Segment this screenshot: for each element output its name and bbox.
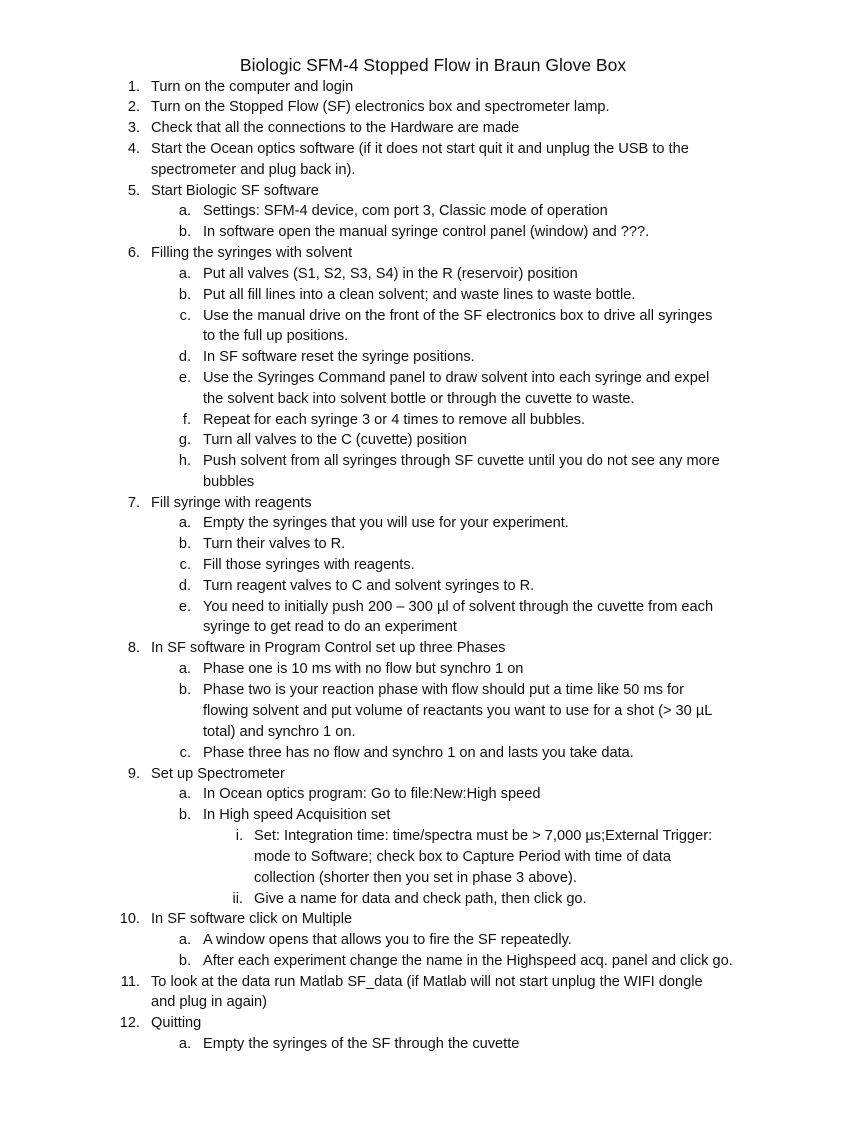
list-marker: e. bbox=[178, 370, 191, 386]
list-text: In SF software in Program Control set up three Phases bbox=[151, 640, 506, 656]
list-marker: e. bbox=[178, 599, 191, 615]
list-text: Start Biologic SF software bbox=[151, 183, 319, 199]
list-marker: c. bbox=[179, 308, 191, 324]
list-text: After each experiment change the name in the Highspeed acq. panel and click go. bbox=[203, 953, 733, 969]
list-marker: a. bbox=[178, 266, 191, 282]
list-text: mode to Software; check box to Capture Period with time of data bbox=[254, 849, 671, 865]
list-text: Turn on the Stopped Flow (SF) electronics box and spectrometer lamp. bbox=[151, 99, 610, 115]
list-marker: i. bbox=[235, 828, 243, 844]
list-marker: 1. bbox=[127, 79, 140, 95]
list-marker: a. bbox=[178, 203, 191, 219]
list-marker: c. bbox=[179, 745, 191, 761]
list-marker: 2. bbox=[127, 99, 140, 115]
list-text: and plug in again) bbox=[151, 994, 268, 1010]
list-text: Empty the syringes of the SF through the cuvette bbox=[203, 1036, 520, 1052]
list-text: To look at the data run Matlab SF_data (if Matlab will not start unplug the WIFI dongle bbox=[151, 974, 703, 990]
list-text: collection (shorter then you set in phase 3 above). bbox=[254, 870, 577, 886]
list-marker: 9. bbox=[127, 766, 140, 782]
list-marker: a. bbox=[178, 515, 191, 531]
list-text: Settings: SFM-4 device, com port 3, Classic mode of operation bbox=[203, 203, 608, 219]
list-text: In SF software click on Multiple bbox=[151, 911, 353, 927]
list-text: Turn their valves to R. bbox=[203, 536, 346, 552]
list-marker: 10. bbox=[119, 911, 140, 927]
list-text: to the full up positions. bbox=[203, 328, 349, 344]
list-text: In software open the manual syringe control panel (window) and ???. bbox=[203, 224, 650, 240]
list-marker: b. bbox=[178, 224, 191, 240]
list-text: Turn on the computer and login bbox=[151, 79, 354, 95]
list-marker: a. bbox=[178, 661, 191, 677]
list-text: In Ocean optics program: Go to file:New:High speed bbox=[203, 786, 541, 802]
list-marker: a. bbox=[178, 786, 191, 802]
list-text: In SF software reset the syringe positions. bbox=[203, 349, 475, 365]
list-marker: b. bbox=[178, 807, 191, 823]
list-marker: 12. bbox=[119, 1015, 140, 1031]
list-text: Check that all the connections to the Hardware are made bbox=[151, 120, 520, 136]
list-marker: ii. bbox=[232, 891, 243, 907]
list-marker: f. bbox=[182, 412, 191, 428]
list-text: Quitting bbox=[151, 1015, 202, 1031]
list-text: Phase three has no flow and synchro 1 on and lasts you take data. bbox=[203, 745, 634, 761]
list-text: Give a name for data and check path, then click go. bbox=[254, 891, 587, 907]
list-marker: 11. bbox=[120, 974, 140, 990]
list-text: Push solvent from all syringes through SF cuvette until you do not see any more bbox=[203, 453, 720, 469]
list-text: Turn reagent valves to C and solvent syringes to R. bbox=[203, 578, 535, 594]
list-text: Filling the syringes with solvent bbox=[151, 245, 353, 261]
list-text: Use the Syringes Command panel to draw solvent into each syringe and expel bbox=[203, 370, 710, 386]
list-text: Turn all valves to the C (cuvette) position bbox=[203, 432, 467, 448]
list-text: In High speed Acquisition set bbox=[203, 807, 391, 823]
list-text: A window opens that allows you to fire the SF repeatedly. bbox=[203, 932, 572, 948]
list-marker: h. bbox=[178, 453, 191, 469]
list-text: Fill those syringes with reagents. bbox=[203, 557, 415, 573]
list-text: Put all fill lines into a clean solvent; and waste lines to waste bottle. bbox=[203, 287, 636, 303]
list-marker: b. bbox=[178, 682, 191, 698]
list-text: Empty the syringes that you will use for your experiment. bbox=[203, 515, 569, 531]
list-text: Set: Integration time: time/spectra must be > 7,000 µs;External Trigger: bbox=[254, 828, 713, 844]
list-marker: g. bbox=[178, 432, 191, 448]
list-marker: 4. bbox=[127, 141, 140, 157]
list-marker: 5. bbox=[127, 183, 140, 199]
list-text: Phase one is 10 ms with no flow but synchro 1 on bbox=[203, 661, 524, 677]
list-text: Phase two is your reaction phase with flow should put a time like 50 ms for bbox=[203, 682, 685, 698]
list-text: bubbles bbox=[203, 474, 255, 490]
list-marker: 3. bbox=[127, 120, 140, 136]
list-text: You need to initially push 200 – 300 µl of solvent through the cuvette from each bbox=[203, 599, 714, 615]
list-marker: 6. bbox=[127, 245, 140, 261]
list-text: total) and synchro 1 on. bbox=[203, 724, 356, 740]
list-text: Start the Ocean optics software (if it does not start quit it and unplug the USB to the bbox=[151, 141, 689, 157]
list-text: the solvent back into solvent bottle or through the cuvette to waste. bbox=[203, 391, 635, 407]
list-marker: a. bbox=[178, 1036, 191, 1052]
list-marker: d. bbox=[178, 578, 191, 594]
list-text: Use the manual drive on the front of the SF electronics box to drive all syringes bbox=[203, 308, 713, 324]
list-text: spectrometer and plug back in). bbox=[151, 162, 356, 178]
list-text: flowing solvent and put volume of reactants you want to use for a shot (> 30 µL bbox=[203, 703, 713, 719]
list-marker: d. bbox=[178, 349, 191, 365]
list-marker: a. bbox=[178, 932, 191, 948]
list-text: Fill syringe with reagents bbox=[151, 495, 312, 511]
page-title: Biologic SFM-4 Stopped Flow in Braun Glove Box bbox=[239, 55, 627, 75]
list-text: Repeat for each syringe 3 or 4 times to remove all bubbles. bbox=[203, 412, 586, 428]
list-text: Put all valves (S1, S2, S3, S4) in the R (reservoir) position bbox=[203, 266, 578, 282]
list-text: Set up Spectrometer bbox=[151, 766, 285, 782]
list-marker: 7. bbox=[127, 495, 140, 511]
list-marker: b. bbox=[178, 536, 191, 552]
list-marker: b. bbox=[178, 953, 191, 969]
list-marker: b. bbox=[178, 287, 191, 303]
list-text: syringe to get read to do an experiment bbox=[203, 619, 457, 635]
list-marker: 8. bbox=[127, 640, 140, 656]
list-marker: c. bbox=[179, 557, 191, 573]
